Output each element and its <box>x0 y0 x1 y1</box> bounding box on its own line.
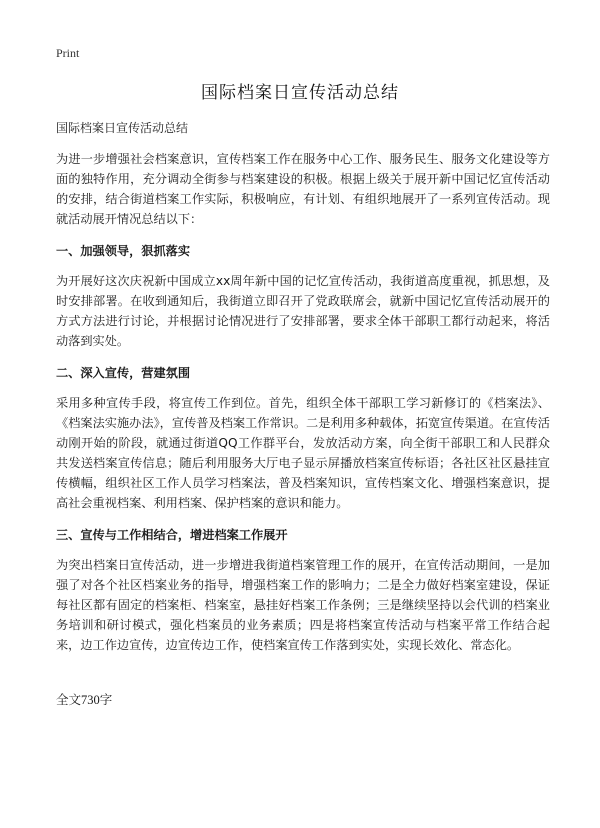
document-body <box>56 149 550 655</box>
section-heading-1: 一、加强领导，狠抓落实 <box>56 244 191 258</box>
word-count: 全文730字 <box>56 693 113 707</box>
document-title: 国际档案日宣传活动总结 <box>201 83 399 103</box>
intro-paragraph: 为进一步增强社会档案意识，宣传档案工作在服务中心工作、服务民生、服务文化建设等方面的独特作用，充分调动全街参与档案建设的积极。根据上级关于展开新中国记忆宣传活动的安排，结合街道档案工作实际，积极响应，有计划、有组织地展开了一系列宣传活动。现就活动展开情况总结以下： <box>56 152 550 226</box>
document-subtitle: 国际档案日宣传活动总结 <box>56 121 189 135</box>
section-heading-3: 三、宣传与工作相结合，增进档案工作展开 <box>56 528 288 542</box>
section-body-2: 采用多种宣传手段，将宣传工作到位。首先，组织全体干部职工学习新修订的《档案法》、《档案法实施办法》，宣传普及档案工作常识。二是利用多种载体，拓宽宣传渠道。在宣传活动刚开始的阶段，就通过街道QQ工作群平台，发放活动方案，向全街干部职工和人民群众共发送档案宣传信息；随后利用服务大厅电子显示屏播放档案宣传标语；各社区社区悬挂宣传横幅，组织社区工作人员学习档案法，普及档案知识，宣传档案文化、增强档案意识，提高社会重视档案、利用档案、保护档案的意识和能力。 <box>56 396 550 510</box>
section-body-1: 为开展好这次庆祝新中国成立xx周年新中国的记忆宣传活动，我街道高度重视，抓思想，及时安排部署。在收到通知后，我街道立即召开了党政联席会，就新中国记忆宣传活动展开的方式方法进行讨论，并根据讨论情况进行了安排部署，要求全体干部职工都行动起来，将活动落到实处。 <box>56 274 550 348</box>
section-heading-2: 二、深入宣传，营建氛围 <box>56 366 191 380</box>
print-link[interactable]: Print <box>56 46 80 60</box>
section-body-3: 为突出档案日宣传活动，进一步增进我街道档案管理工作的展开，在宣传活动期间，一是加强了对各个社区档案业务的指导，增强档案工作的影响力；二是全力做好档案室建设，保证每社区都有固定的档案柜、档案室，悬挂好档案工作条例；三是继续坚持以会代训的档案业务培训和研讨模式，强化档案员的业务素质；四是将档案宣传活动与档案平常工作结合起来，边工作边宣传，边宣传边工作，使档案宣传工作落到实处，实现长效化、常态化。 <box>56 558 550 652</box>
